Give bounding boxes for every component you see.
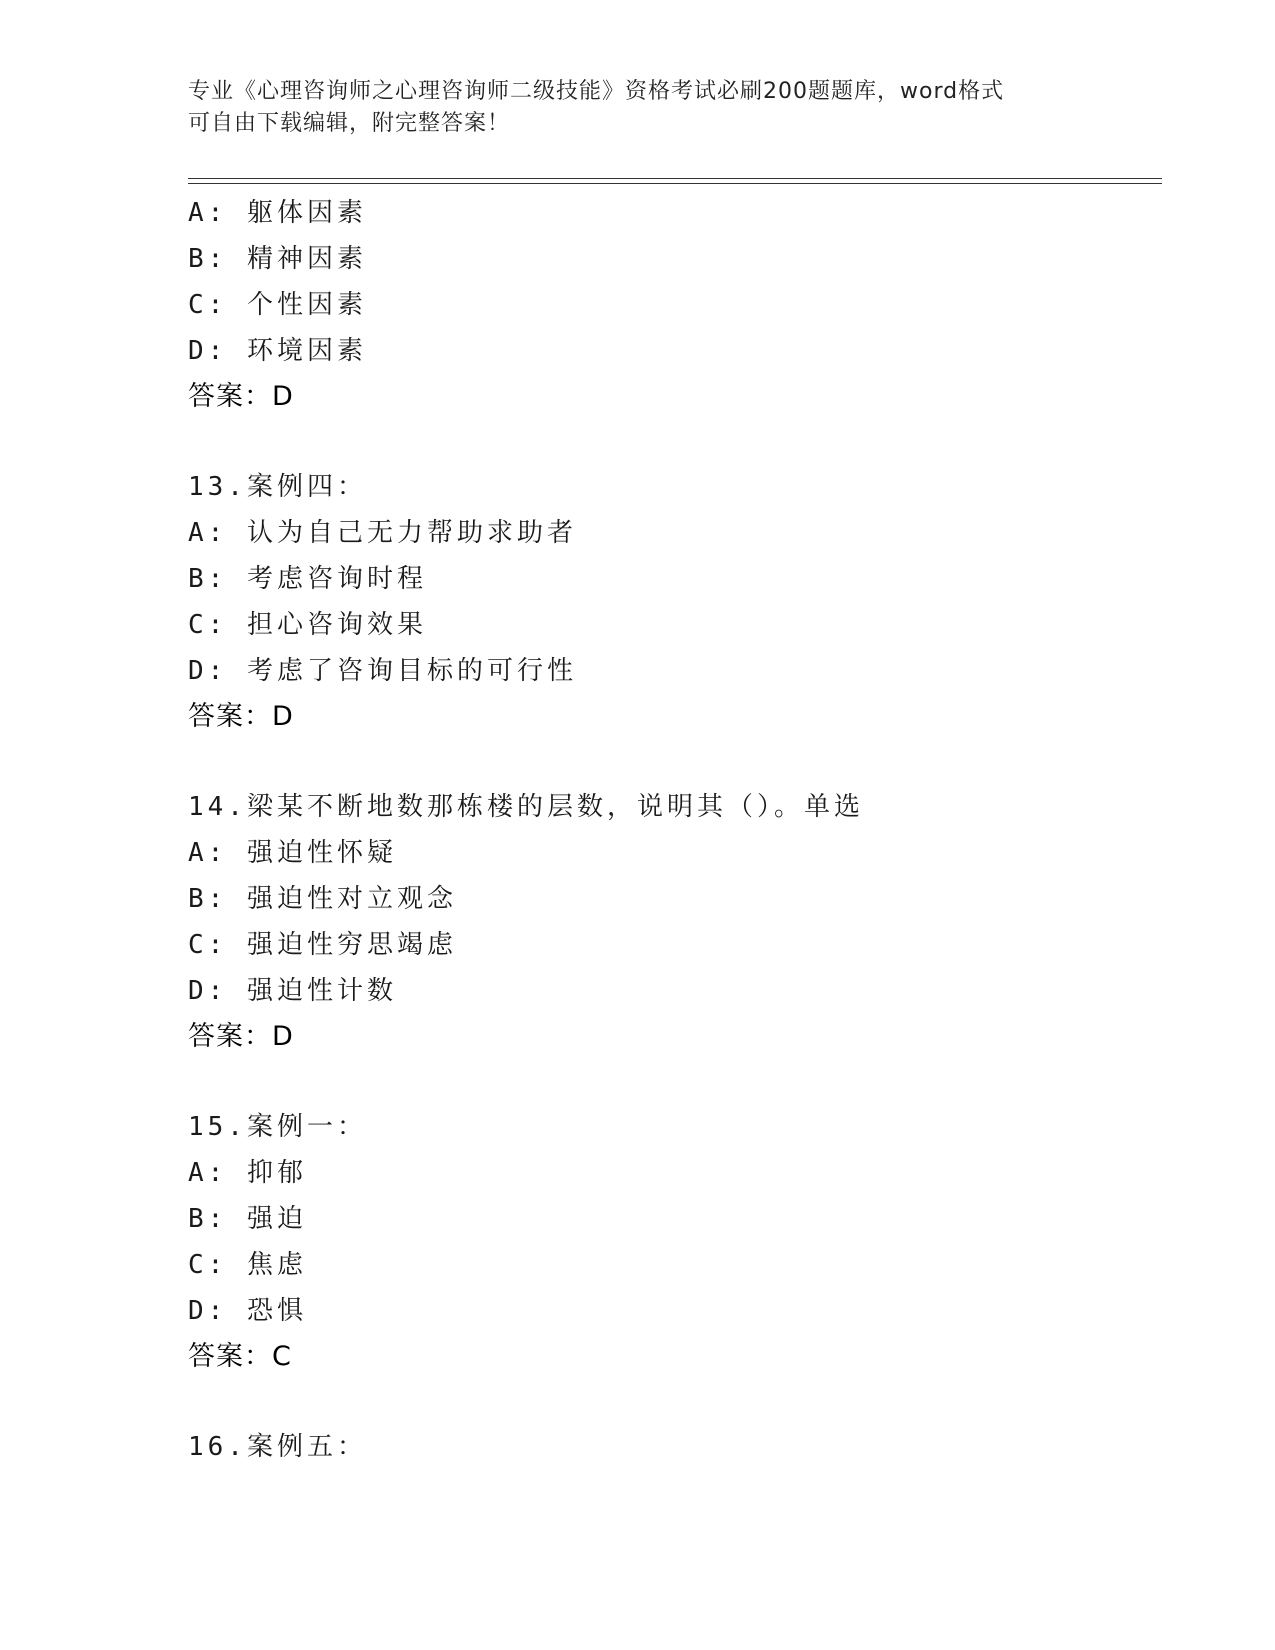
option-c: C: 个性因素 [188,290,367,320]
question-title: 14.梁某不断地数那栋楼的层数，说明其（）。单选 [188,792,864,822]
question-list [188,190,1162,1470]
option-a: A: 强迫性怀疑 [188,838,397,868]
header-line-1: 专业《心理咨询师之心理咨询师二级技能》资格考试必刷200题题库，word格式 [188,79,1005,104]
option-b: B: 精神因素 [188,244,367,274]
spacer [188,1060,1162,1104]
question-title: 15.案例一： [188,1112,367,1142]
header-divider-bottom [188,183,1162,184]
question-15 [188,1104,1162,1380]
question-title: 13.案例四： [188,472,367,502]
option-b: B: 强迫性对立观念 [188,884,457,914]
question-14 [188,784,1162,1060]
question-12 [188,190,1162,420]
option-b: B: 强迫 [188,1204,307,1234]
option-d: D: 考虑了咨询目标的可行性 [188,656,577,686]
answer: 答案：D [188,1021,294,1052]
option-d: D: 强迫性计数 [188,976,397,1006]
option-a: A: 躯体因素 [188,198,367,228]
option-d: D: 恐惧 [188,1296,307,1326]
option-b: B: 考虑咨询时程 [188,564,427,594]
question-title: 16.案例五： [188,1432,367,1462]
spacer [188,740,1162,784]
spacer [188,1380,1162,1424]
option-d: D: 环境因素 [188,336,367,366]
spacer [188,420,1162,464]
answer: 答案：D [188,381,294,412]
option-a: A: 抑郁 [188,1158,307,1188]
answer: 答案：C [188,1341,292,1372]
header-divider-top [188,178,1162,179]
answer: 答案：D [188,701,294,732]
option-c: C: 焦虑 [188,1250,307,1280]
option-c: C: 强迫性穷思竭虑 [188,930,457,960]
option-c: C: 担心咨询效果 [188,610,427,640]
header-line-2: 可自由下载编辑，附完整答案！ [188,111,511,136]
question-16 [188,1424,1162,1470]
question-13 [188,464,1162,740]
document-header [188,76,1088,140]
option-a: A: 认为自己无力帮助求助者 [188,518,577,548]
